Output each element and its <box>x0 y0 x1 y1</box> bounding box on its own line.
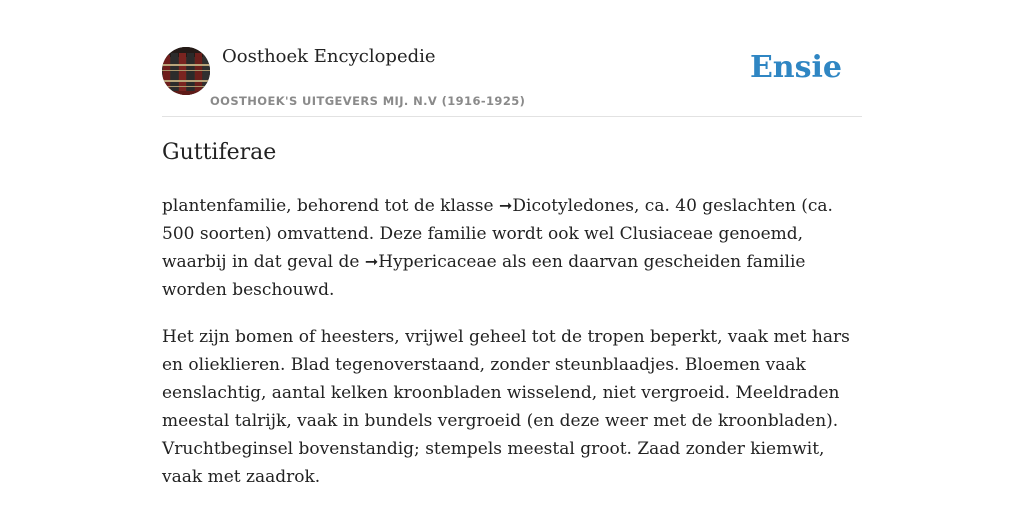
arrow-right-icon: ➞ <box>364 252 379 271</box>
link-hypericaceae[interactable] <box>365 252 497 272</box>
avatar[interactable] <box>162 47 210 95</box>
entry-body <box>162 192 862 510</box>
paragraph-text: als een daarvan gescheiden familie worden beschouwd. <box>162 252 806 300</box>
paragraph-text: plantenfamilie, behorend tot de klasse <box>162 196 499 216</box>
paragraph-text: , ca. 40 geslachten (ca. 500 soorten) omvattend. Deze familie wordt ook wel Clusiaceae genoemd, waarbij in dat geval de <box>162 196 833 272</box>
link-dicotyledones[interactable] <box>499 196 634 216</box>
book-spines-icon <box>162 47 210 95</box>
ensie-logo[interactable]: Ensie <box>749 50 842 85</box>
link-label: Hypericaceae <box>378 252 497 272</box>
link-label: Dicotyledones <box>512 196 634 216</box>
entry-paragraph <box>162 192 862 304</box>
page-container <box>162 0 862 487</box>
entry-paragraph: Het zijn bomen of heesters, vrijwel geheel tot de tropen beperkt, vaak met hars en olieklieren. Blad tegenoverstaand, zonder steunblaadjes. Bloemen vaak eenslachtig, aantal kelken kroonbladen wisselend, niet vergroeid. Meeldraden meestal talrijk, vaak in bundels vergroeid (en deze weer met de kroonbladen). Vruchtbeginsel bovenstandig; stempels meestal groot. Zaad zonder kiemwit, vaak met zaadrok. <box>162 327 850 487</box>
arrow-right-icon: ➞ <box>498 196 513 215</box>
encyclopedia-title[interactable]: Oosthoek Encyclopedie <box>222 46 436 67</box>
encyclopedia-header <box>162 0 862 117</box>
publisher-label: OOSTHOEK'S UITGEVERS MIJ. N.V (1916-1925) <box>210 94 526 108</box>
entry-title: Guttiferae <box>162 140 277 165</box>
